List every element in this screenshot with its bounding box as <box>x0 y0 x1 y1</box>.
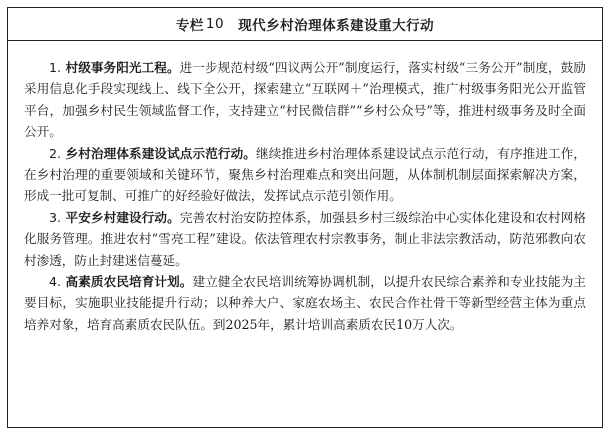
action-item-heading: 乡村治理体系建设试点示范行动。 <box>65 145 256 161</box>
action-item-body: 继续推进乡村治理体系建设试点示范行动，有序推进工作，在乡村治理的重要领域和关键环节，聚焦乡村治理难点和突出问题，从体制机制层面探索解决方案，形成一批可复制、可推广的好经验好做法，发挥试点示范引领作用。 <box>24 145 587 204</box>
column-title-prefix: 专栏 <box>175 18 204 34</box>
action-item-2 <box>24 143 586 207</box>
column-content <box>8 41 602 335</box>
action-item-body: 完善农村治安防控体系，加强县乡村三级综治中心实体化建设和农村网格化服务管理。推进农村“雪亮工程”建设。依法管理农村宗教事务，制止非法宗教活动，防范邪教向农村渗透，防止封建迷信蔓延。 <box>24 209 587 268</box>
action-item-number: 1. <box>49 60 62 75</box>
action-item-heading: 村级事务阳光工程。 <box>65 60 180 75</box>
action-item-body: 建立健全农民培训统筹协调机制，以提升农民综合素养和专业技能为主要目标，实施职业技能提升行动；以种养大户、家庭农场主、农民合作社骨干等新型经营主体为重点培养对象，培育高素质农民队伍。到2025年，累计培训高素质农民10万人次。 <box>24 274 587 332</box>
action-item-heading: 平安乡村建设行动。 <box>65 209 180 225</box>
action-item-3 <box>24 207 586 271</box>
action-item-1 <box>24 57 586 143</box>
action-item-number: 4. <box>49 274 62 290</box>
special-column-box <box>7 7 603 428</box>
action-item-number: 3. <box>49 209 62 225</box>
action-item-heading: 高素质农民培育计划。 <box>65 274 193 290</box>
column-title-text: 现代乡村治理体系建设重大行动 <box>238 18 435 34</box>
action-item-body: 进一步规范村级“四议两公开”制度运行，落实村级“三务公开”制度，鼓励采用信息化手段实现线上、线下全公开，探索建立“互联网＋”治理模式，推广村级事务阳光公开监管平台，加强乡村民生领域监督工作，支持建立“村民微信群”“乡村公众号”等，推进村级事务及时全面公开。 <box>24 60 586 140</box>
column-title-number: 10 <box>205 16 225 32</box>
column-title <box>8 8 602 41</box>
action-item-4 <box>24 271 586 335</box>
action-item-number: 2. <box>49 145 62 161</box>
